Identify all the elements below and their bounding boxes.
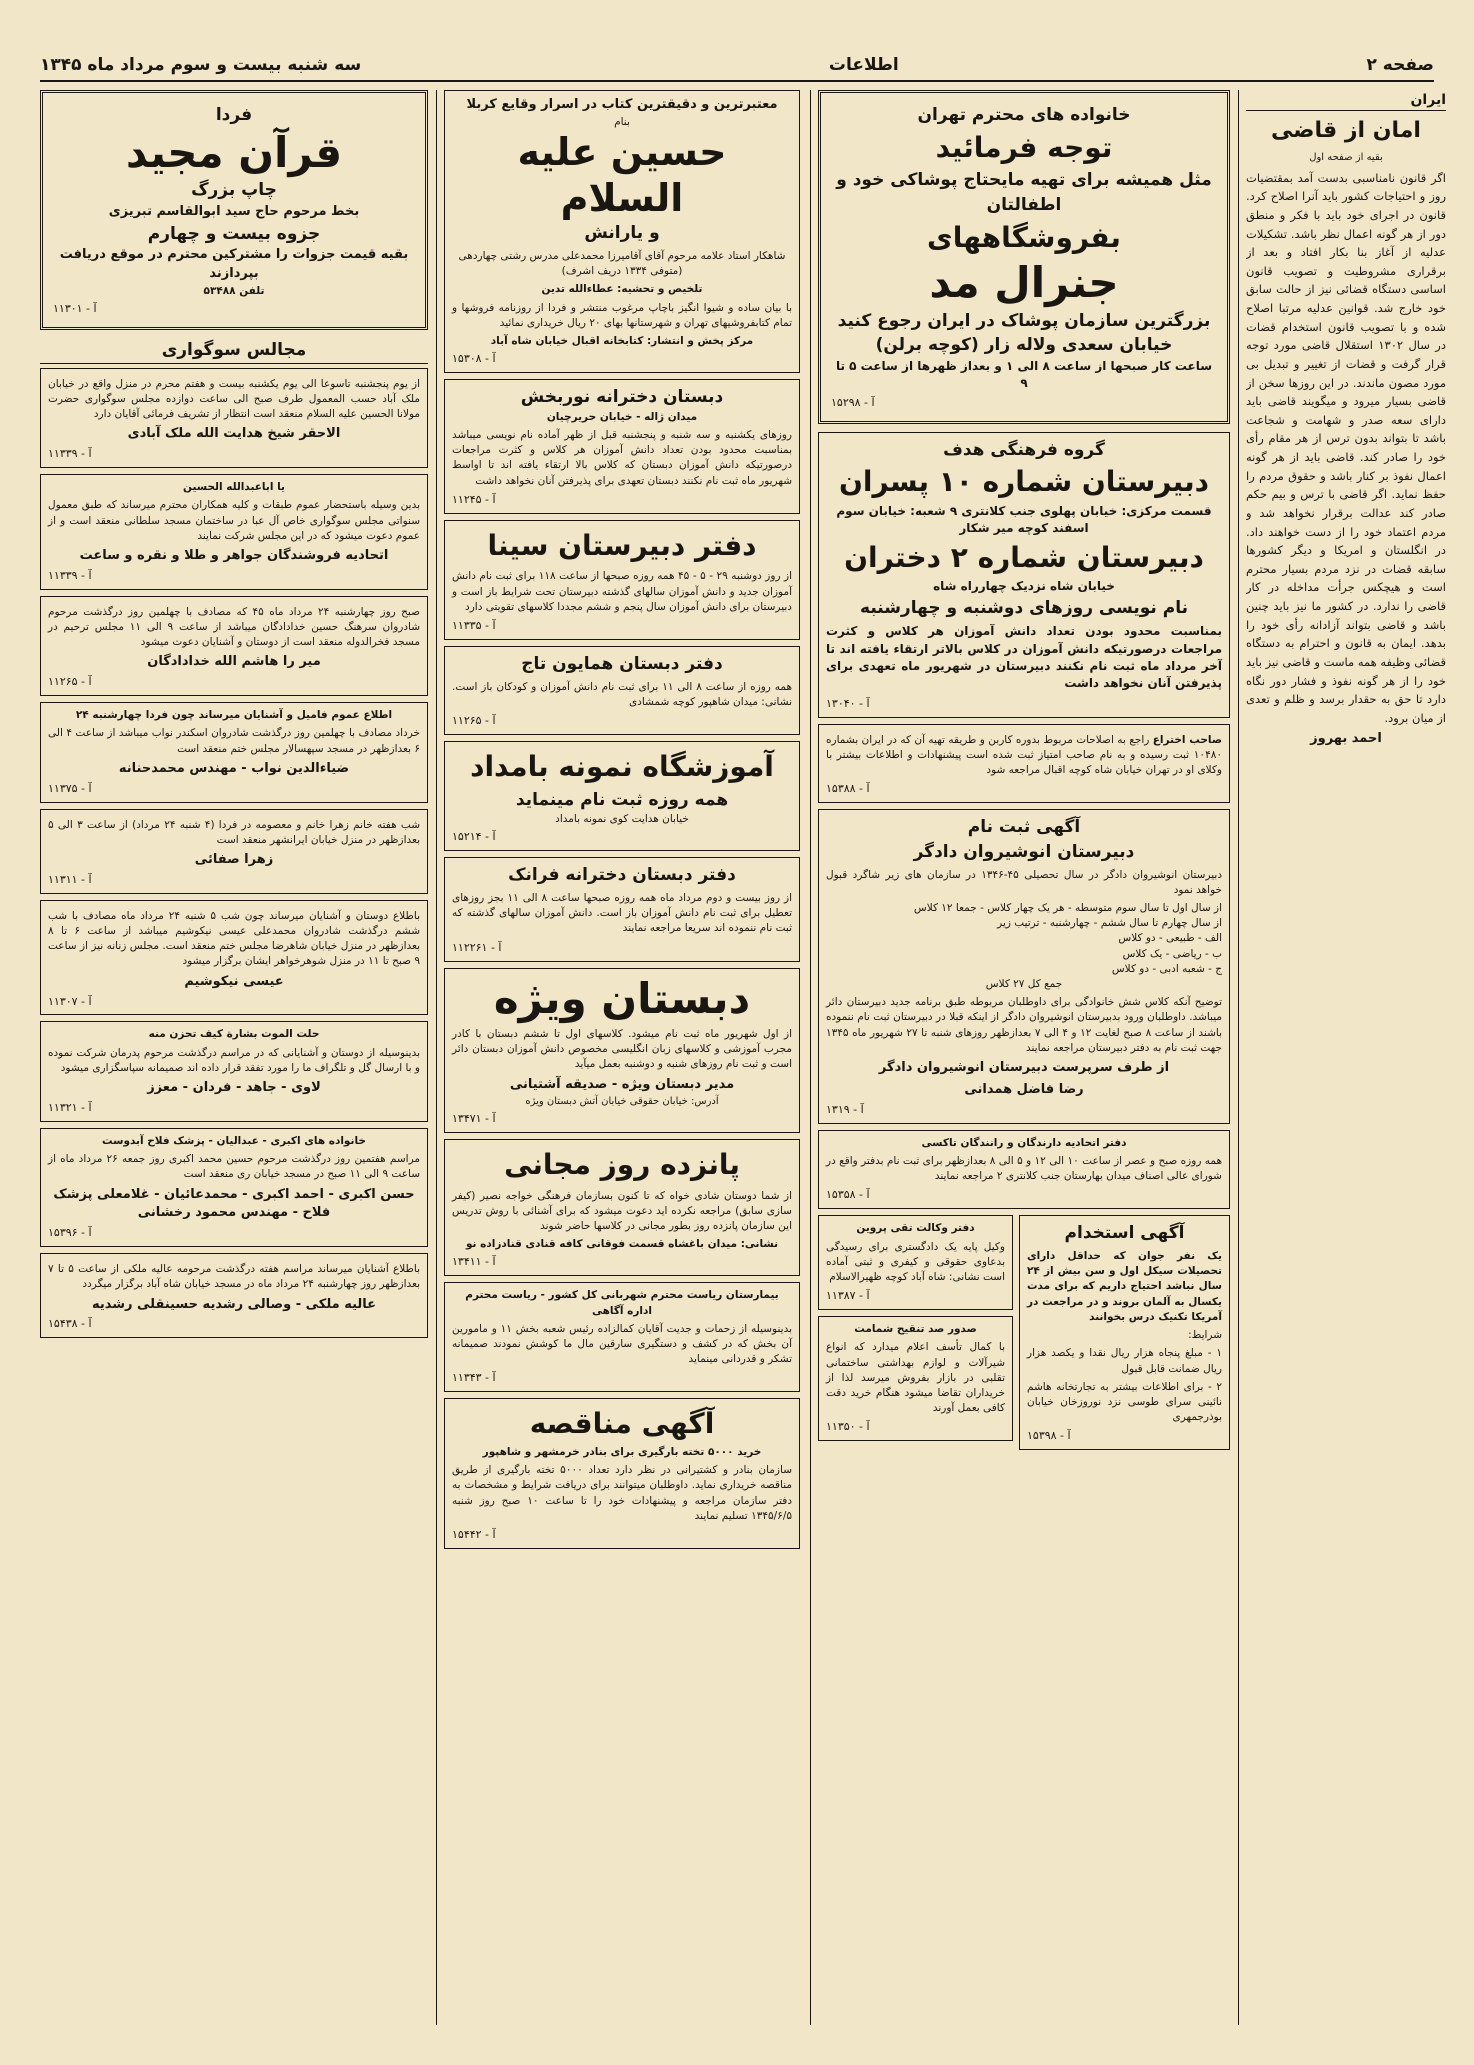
lawyer-ref: آ - ۱۱۳۸۷	[826, 1289, 870, 1303]
husain-named: بنام	[614, 115, 630, 128]
hadaf-school-girls: دبیرستان شماره ۲ دختران	[844, 540, 1204, 574]
mourning-sign: عیسی نیکوشیم	[184, 973, 284, 989]
mourning-text: باطلاع دوستان و آشنایان میرساند چون شب ۵ شنبه ۲۴ مرداد ماه مصادف با شب ششم درگذشت شادروان محمدعلی عیسی نیکوشیم میباشد از ساعت ۶ تا ۸ بعدازظهر در منزل خیابان شاهرضا مجلس ختم منعقد است. مجلس زنانه نیز از ساعت ۹ صبح تا ۱۱ در منزل شوهرخواهر ایشان برگزار میشود	[48, 909, 421, 968]
mourning-ref: آ - ۱۵۴۳۸	[48, 1317, 92, 1331]
bamdad-ad	[444, 741, 800, 851]
sina-title: دفتر دبیرستان سینا	[487, 528, 757, 562]
anoush-title: آگهی ثبت نام	[967, 817, 1081, 838]
anoushirvan-ad	[818, 809, 1230, 1124]
mourning-notice-2	[40, 474, 428, 590]
anoush-row: ب - ریاضی - یک کلاس	[1122, 947, 1222, 960]
mourning-notice-4	[40, 702, 428, 802]
ad-hours: ساعت کار صبحها از ساعت ۸ الی ۱ و بعداز ظهرها از ساعت ۵ تا ۹	[835, 358, 1213, 391]
hadaf-ad	[818, 432, 1230, 718]
column-rule	[1238, 90, 1239, 2025]
tender-sub: خرید ۵۰۰۰ تخته بارگیری برای بنادر خرمشهر و شاهپور	[482, 1446, 762, 1458]
section-label: ایران	[1246, 90, 1446, 111]
sina-ref: آ - ۱۱۳۳۵	[452, 619, 496, 633]
column-ads-3	[444, 90, 800, 2025]
mourning-notice-3	[40, 596, 428, 696]
hire-conditions: شرایط:	[1188, 1329, 1222, 1342]
mourning-text: بدینوسیله از دوستان و آشنایانی که در مراسم درگذشت مرحوم پدرمان شرکت نموده و با ارسال گل و تلگراف ما را مورد تفقد قرار داده اند صمیمانه سپاسگزاری میشود	[48, 1046, 420, 1074]
farnak-ref: آ - ۱۱۲۲۶۱	[452, 940, 502, 954]
anoush-row: از سال اول تا سال سوم متوسطه - هر یک چهار کلاس - جمعا ۱۲ کلاس	[913, 901, 1222, 914]
mourning-sign: عالیه ملکی - وصالی رشدیه حسینقلی رشدیه	[91, 1296, 377, 1312]
anoush-row: از سال چهارم تا سال ششم - چهارشنبه - ترتیب زیر	[997, 917, 1222, 930]
husain-author: شاهکار استاد علامه مرحوم آقای آقامیرزا محمدعلی مدرس رشتی چهاردهی (متوفی ۱۳۳۴ دریف اشرف)	[458, 249, 786, 278]
noorbakhsh-text: روزهای یکشنبه و سه شنبه و پنجشنبه قبل از ظهر آماده نام نویسی میباشد بمناسبت محدود بودن تعداد دانش آموزان هر کلاس و کثرت مراجعات درصورتیکه دانش آموزان دبستان که کلاس بالا ارتقاء یافته اند تا اواسط شهریور ماه ثبت نام نکنند دبستان تعهدی برای پذیرفتن آنان نخواهد داشت	[452, 429, 792, 487]
hospital-text: بدینوسیله از زحمات و جدیت آقایان کمالزاده رئیس شعبه بخش ۱۱ و مامورین آن بخش که در کشف و دستگیری سارقین مال ما کوشش نمودند صمیمانه تشکر و قدردانی مینماید	[452, 1322, 792, 1366]
anoush-sign1: از طرف سرپرست دبیرستان انوشیروان دادگر	[878, 1060, 1170, 1076]
patent-text: راجع به اصلاحات مربوط بدوره کاربن و طریقه تهیه آن که در ایران بشماره ۱۰۴۸۰ ثبت رسیده و به نام صاحب امتیاز ثبت شده است پیشنهادات و اطلاعات بیشتر با وکلای او در تهران خیابان شاه کوچه اقبال مراجعه شود	[826, 733, 1222, 777]
noorbakhsh-ref: آ - ۱۱۲۴۵	[452, 492, 496, 506]
quran-sub: چاپ بزرگ	[191, 180, 277, 201]
quran-ad	[40, 90, 428, 330]
bamdad-title: آموزشگاه نمونه بامداد	[470, 750, 774, 784]
noorbakhsh-ad	[444, 379, 800, 514]
mourning-text: از یوم پنجشنبه تاسوعا الی یوم یکشنبه بیست و هفتم محرم در منزل واقع در خیابان ملک آباد حسب المعمول طرف صبح الی ساعت دوازده مجلس سوگواری حضرت مولانا الحسین علیه السلام منعقد است انتظار از تشریف فرمائی آقایان دارد	[48, 377, 420, 421]
quran-ref: آ - ۱۱۳۰۱	[53, 302, 97, 316]
editorial-title: امان از قاضی	[1271, 118, 1421, 144]
pazdah-addr: نشانی: میدان باغشاه قسمت فوقانی کافه قنادی قنادزاده نو	[465, 1238, 779, 1251]
anoush-intro: دبیرستان انوشیروان دادگر در سال تحصیلی ۴۵-۱۳۴۶ در سازمان های زیر شاگرد قبول خواهد نمود	[826, 868, 1222, 896]
mourning-ref: آ - ۱۱۳۰۷	[48, 994, 92, 1008]
hire-title: آگهی استخدام	[1064, 1223, 1185, 1244]
taxi-text: همه روزه صبح و عصر از ساعت ۱۰ الی ۱۲ و ۵ الی ۸ بعدازظهر برای ثبت نام بدفتر واقع در شورای عالی اصناف میدان بهارستان جنب کلانتری ۲ مراجعه نمایند	[826, 1154, 1223, 1183]
ad-attention: توجه فرمائید	[935, 130, 1113, 164]
hospital-ref: آ - ۱۱۳۴۳	[452, 1371, 496, 1385]
hire-ad	[1019, 1215, 1230, 1450]
mourning-ref: آ - ۱۱۳۲۱	[48, 1100, 92, 1114]
quran-line3: بقیه قیمت جزوات را مشترکین محترم در موقع دریافت بپردازند	[59, 247, 409, 281]
mourning-sign: زهرا صفائی	[194, 852, 274, 868]
quran-line1: بخط مرحوم حاج سید ابوالقاسم تبریزی	[108, 203, 360, 219]
husain-intro: معتبرترین و دقیقترین کتاب در اسرار وقایع کربلا	[466, 97, 778, 112]
masthead	[40, 50, 1434, 82]
hire-cond-2: ۲ - برای اطلاعات بیشتر به تجارتخانه هاشم نائینی سرای طوسی نزد نوروزخان خیابان بوذرجمهری	[1027, 1380, 1222, 1424]
ad-headline: خانواده های محترم تهران	[917, 105, 1131, 125]
hire-ref: آ - ۱۵۳۹۸	[1027, 1429, 1071, 1443]
taxi-title: دفتر اتحادیه دارندگان و رانندگان تاکسی	[921, 1136, 1127, 1149]
patent-notice	[818, 724, 1230, 804]
quran-line2: جزوه بیست و چهارم	[147, 223, 321, 244]
anoush-school: دبیرستان انوشیروان دادگر	[913, 841, 1135, 862]
vizheh-ref: آ - ۱۳۴۷۱	[452, 1112, 496, 1126]
mourning-ref: آ - ۱۱۳۳۹	[48, 447, 92, 461]
mourning-ref: آ - ۱۱۲۶۵	[48, 675, 92, 689]
husain-title: حسین علیه السلام	[517, 130, 727, 220]
mourning-sign: حسن اکبری - احمد اکبری - محمدعائیان - غلامعلی پزشک فلاح - مهندس محمود رخشانی	[53, 1186, 415, 1221]
bamdad-addr: خیابان هدایت کوی نمونه بامداد	[555, 813, 689, 826]
vizheh-text: از اول شهریور ماه ثبت نام میشود. کلاسهای اول تا ششم دبستان با کادر مجرب آموزشی و کلاسهای زبان انگلیسی مخصوص دانش آموزان دبستان دائر است و ثبت نام روزهای شنبه و دوشنبه بعمل میآید	[452, 1028, 792, 1071]
hire-cond-1: ۱ - مبلغ پنجاه هزار ریال نقدا و یکصد هزار ریال ضمانت قابل قبول	[1027, 1347, 1222, 1375]
tender-title: آگهی مناقصه	[529, 1407, 715, 1441]
mourning-text: صبح روز چهارشنبه ۲۴ مرداد ماه ۴۵ که مصادف با چهلمین روز درگذشت مرحوم شادروان سرهنگ حسین خدادادگان میباشد از ساعت ۹ الی ۱۱ مجلس ترحیم در مسجد فخرالدوله منعقد است از دوستان و آشنایان دعوت میشود	[48, 605, 421, 649]
anoush-sign2: رضا فاضل همدانی	[964, 1081, 1084, 1097]
reward-text: با کمال تأسف اعلام میدارد که انواع شیرآلات و لوازم بهداشتی ساختمانی تقلبی در بازار بفروش میرسد لذا از خریداران تقاضا میشود هنگام خرید دقت کافی بعمل آورند	[826, 1341, 1005, 1415]
anoush-text: توضیح آنکه کلاس شش خانوادگی برای داوطلبان مربوطه طبق برنامه جدید دبیرستان دائر میباشد. داوطلبان ورود بدبیرستان انوشیروان دادگر از اینکه قبلا در دبیرستان ثبت نام ننموده باشند از ساعت ۸ صبح لغایت ۱۲ و ۴ الی ۷ بعدازظهر روزهای شنبه تا ۲۷ شهریور ماه ۱۳۴۵ جهت ثبت نام به دفتر دبیرستان مراجعه نمایند	[826, 996, 1223, 1054]
sina-ad	[444, 520, 800, 640]
mourning-text: خرداد مصادف با چهلمین روز درگذشت شادروان اسکندر نواب میباشد از ساعت ۴ الی ۶ بعدازظهر در مسجد سپهسالار مجلس ختم منعقد است	[48, 727, 420, 755]
taxi-union-ad	[818, 1130, 1230, 1210]
mourning-ref: آ - ۱۱۳۷۵	[48, 781, 92, 795]
mourning-notice-8	[40, 1128, 428, 1247]
column-rule	[810, 90, 811, 2025]
issue-date: سه شنبه بیست و سوم مرداد ماه ۱۳۴۵	[40, 55, 362, 75]
hadaf-school-boys: دبیرستان شماره ۱۰ پسران	[839, 465, 1209, 499]
sina-text: از روز دوشنبه ۲۹ - ۵ - ۴۵ همه روزه صبحها از ساعت ۱۱۸ برای ثبت نام دانش آموزان جدید و دانش آموزان سالهای گذشته دبیرستان تحت شرایط باز است و دبیرستان برای دانش آموزان سال پنجم و ششم مجددا کلاسهای تقویتی دارد	[452, 570, 792, 613]
ad-ref: آ - ۱۵۲۹۸	[831, 395, 875, 409]
reward-ref: آ - ۱۱۳۵۰	[826, 1420, 870, 1434]
hadaf-text: بمناسبت محدود بودن تعداد دانش آموزان هر کلاس و کثرت مراجعات درصورتیکه دانش آموزان در کلاس بالاتر ارتقاء یافته اند تا آخر مرداد ماه ثبت نام نکنند دبیرستان در شهریور ماه تعهدی برای پذیرفتن آنان نخواهد داشت	[826, 624, 1222, 691]
husain-book-ad	[444, 90, 800, 373]
noorbakhsh-addr: میدان ژاله - خیابان حریرچیان	[546, 410, 698, 423]
paper-name: اطلاعات	[828, 55, 899, 75]
mourning-sign: میر را هاشم الله خدادادگان	[147, 654, 321, 670]
husain-editor: تلخیص و تحشیه: عطاءالله تدین	[541, 283, 703, 296]
vizheh-title: دبستان ویژه	[493, 973, 751, 1023]
pazdah-title: پانزده روز مجانی	[504, 1147, 740, 1181]
bamdad-ref: آ - ۱۵۲۱۴	[452, 830, 496, 844]
mourning-ref: آ - ۱۱۳۱۱	[48, 872, 92, 886]
lawyer-title: دفتر وکالت تقی پروین	[856, 1222, 975, 1235]
husain-sub: و یارانش	[584, 223, 660, 244]
hospital-title: بیمارستان ریاست محترم شهربانی کل کشور - ریاست محترم اداره آگاهی	[465, 1289, 779, 1317]
mourning-text: بدین وسیله باستحضار عموم طبقات و کلیه همکاران محترم میرساند که طبق معمول سنواتی مجلس سوگواری خاص آل عبا در ساختمان مسجد سلطانی منعقد است و از عموم دعوت میشود که در این مجلس شرکت نمایند	[48, 499, 420, 542]
farnak-ad	[444, 857, 800, 961]
mourning-ref: آ - ۱۵۳۹۶	[48, 1226, 92, 1240]
hire-text: یک نفر جوان که حداقل دارای تحصیلات سیکل اول و سن بیش از ۲۴ سال نباشد احتیاج داریم که برای مدت یکسال به آلمان بروند و در مراجعت در آمریکا تکنیک درس بخوانند	[1027, 1250, 1222, 1323]
mourning-section-title: مجالس سوگواری	[40, 338, 428, 364]
hadaf-org: گروه فرهنگی هدف	[943, 439, 1105, 460]
anoush-ref: آ - ۱۳۱۹	[826, 1102, 864, 1116]
patent-ref: آ - ۱۵۳۸۸	[826, 782, 870, 796]
ad-brand: جنرال مد	[929, 258, 1119, 308]
hadaf-addr-boys: قسمت مرکزی: خیابان پهلوی جنب کلانتری ۹ شعبه: خیابان سوم اسفند کوچه میر شکار	[836, 503, 1212, 536]
column-ads-2	[818, 90, 1230, 2025]
mourning-notice-1	[40, 368, 428, 468]
mourning-notice-6	[40, 900, 428, 1016]
mourning-text: باطلاع آشنایان میرساند مراسم هفته درگذشت مرحومه عالیه ملکی از ساعت ۵ تا ۷ بعدازظهر روز چهارشنبه ۲۴ مرداد ماه در مسجد خیابان شاه آباد برگزار میگردد	[48, 1263, 421, 1291]
quran-title: قرآن مجید	[125, 127, 343, 177]
ad-slogan: بزرگترین سازمان پوشاک در ایران رجوع کنید	[837, 310, 1211, 331]
vizheh-ad	[444, 968, 800, 1133]
mourning-text: شب هفته خانم زهرا خانم و معصومه در فردا (۴ شنبه ۲۴ مرداد) از ساعت ۳ الی ۵ بعدازظهر در منزل خیابان ایرانشهر منعقد است	[48, 818, 421, 846]
noorbakhsh-title: دبستان دخترانه نوربخش	[520, 387, 724, 408]
continued-note: بقیه از صفحه اول	[1309, 152, 1383, 164]
homayoun-title: دفتر دبستان همایون تاج	[521, 654, 723, 674]
tender-text: سازمان بنادر و کشتیرانی در نظر دارد تعداد ۵۰۰۰ تخته بارگیری از طریق مناقصه خریداری نماید. داوطلبان میتوانند برای دریافت شرایط و مشخصات به دفتر سازمان مراجعه و پیشنهادات خود را تا ساعت ۱۰ صبح روز شنبه ۱۳۴۵/۶/۵ تسلیم نمایند	[452, 1464, 792, 1522]
editorial-author: احمد بهروز	[1310, 731, 1382, 747]
homayoun-ref: آ - ۱۱۲۶۵	[452, 714, 496, 728]
hadaf-registration: نام نویسی روزهای دوشنبه و چهارشنبه	[860, 597, 1188, 618]
bamdad-sub: همه روزه ثبت نام مینماید	[515, 789, 729, 810]
mourning-title: یا اباعبدالله الحسین	[183, 481, 285, 494]
pazdah-ref: آ - ۱۳۴۱۱	[452, 1255, 496, 1269]
column-editorial	[1246, 90, 1446, 2025]
small-ads-stack	[818, 1215, 1013, 1456]
editorial-body: اگر قانون نامناسبی بدست آمد بمقتضیات روز و احتیاجات کشور باید آنرا اصلاح کرد. قانون در اجرای خود باید با فکر و منطق دور از هر گونه اعمال نظر باشد. تشکیلات عدلیه از آغاز بنا بکار افتاد و بعد از برقراری مشروطیت و تصویب قانون اساسی دستگاه قضائی نیز از حالت سابق خود خارج شد. قوانین عدلیه مرتبا اصلاح شده و با تصویب قانون استخدام قضات در سال ۱۳۰۲ استقلال قاضی مورد توجه قرار گرفت و قضات از تغییر و تبدیل بی مورد مصون ماندند. در این روزها سخن از قاضی بسیار میرود و میگویند قاضی باید دارای سعه صدر و شهامت و شجاعت باشد تا بتواند بدون ترس از هر مقام رأی خود را صادر کند. قاضی باید از هر گونه اعمال نفوذ بر کنار باشد و حقوق مردم را حفظ نماید. اگر قاضی با ترس و بیم حکم صادر کند عدالت برقرار نخواهد شد و مردم اعتماد خود را از دست خواهند داد. در انگلستان و امریکا و دیگر کشورها سابقه قضات در نزد مردم بسیار محترم است و هیچکس جرأت مداخله در کار قاضی را ندارد. در کشور ما نیز باید چنین باشد و قاضی بتواند آزادانه رأی خود را بدهد. ایمان به قانون و احترام به دستگاه قضائی وظیفه همه ماست و قاضی نیز باید خود را از هر گونه نفوذ و فشار دور نگاه دارد تا حق به حقدار برسد و ظلم و تعدی از میان برود.	[1246, 170, 1446, 725]
tender-ad	[444, 1398, 800, 1549]
mourning-title: اطلاع عموم فامیل و آشنایان میرساند چون فردا چهارشنبه ۲۴	[75, 709, 393, 722]
column-rule	[436, 90, 437, 2025]
mourning-sign: الاحقر شیخ هدایت الله ملک آبادی	[127, 426, 341, 442]
page-number: صفحه ۲	[1366, 55, 1434, 75]
hadaf-ref: آ - ۱۳۰۴۰	[826, 696, 870, 710]
mourning-title: خانواده های اکبری - عبدالیان - پزشک فلاح آبدوست	[102, 1134, 366, 1147]
ad-text: مثل همیشه برای تهیه مایحتاج پوشاکی خود و اطفالتان	[836, 170, 1212, 215]
vizheh-addr: آدرس: خیابان حقوقی خیابان آتش دبستان ویژه	[525, 1095, 719, 1107]
reward-ad	[818, 1316, 1013, 1441]
mourning-notice-7	[40, 1021, 428, 1121]
husain-ref: آ - ۱۵۳۰۸	[452, 352, 496, 366]
mourning-title: حلت الموت بشارة کیف تحزن منه	[148, 1028, 320, 1041]
anoush-row: الف - طبیعی - دو کلاس	[1118, 932, 1222, 945]
lawyer-ad	[818, 1215, 1013, 1310]
mourning-sign: ضیاءالدین نواب - مهندس محمدحنانه	[118, 760, 350, 776]
husain-center: مرکز پخش و انتشار: کتابخانه اقبال خیابان شاه آباد	[490, 334, 754, 347]
hospital-thanks	[444, 1282, 800, 1392]
mourning-notice-5	[40, 809, 428, 894]
quran-phone: تلفن ۵۳۴۸۸	[203, 284, 265, 297]
farnak-text: از روز بیست و دوم مرداد ماه همه روزه صبحها ساعت ۸ الی ۱۱ بجز روزهای تعطیل برای ثبت نام دانش آموزان باز است. دانش آموزان سالهای گذشته که ثبت نام ننموده اند سریعا مراجعه نمایند	[452, 892, 793, 935]
vizheh-sign: مدیر دبستان ویژه - صدیقه آشتیانی	[509, 1076, 735, 1092]
husain-text: با بیان ساده و شیوا انگیز باچاپ مرغوب منتشر و فردا از روزنامه فروشها و تمام کتابفروشیهای تهران و شهرستانها بهای ۲۰ ریال خریداری نمائید	[452, 301, 792, 329]
reward-title: صدور صد تنقیح شمامت	[854, 1323, 977, 1336]
mourning-sign: لاوی - جاهد - فردان - معزز	[147, 1080, 321, 1096]
patent-title: صاحب اختراع	[1152, 733, 1222, 746]
ad-stores: بفروشگاههای	[927, 220, 1121, 254]
quran-top: فردا	[215, 105, 253, 125]
mourning-ref: آ - ۱۱۳۳۹	[48, 568, 92, 582]
mourning-notice-9	[40, 1253, 428, 1338]
taxi-ref: آ - ۱۵۳۵۸	[826, 1188, 870, 1202]
farnak-title: دفتر دبستان دخترانه فرانک	[508, 865, 736, 886]
homayoun-ad	[444, 646, 800, 735]
mourning-sign: اتحادیه فروشندگان جواهر و طلا و نقره و ساعت	[79, 547, 389, 563]
anoush-total: جمع کل ۲۷ کلاس	[985, 978, 1063, 991]
mourning-text: مراسم هفتمین روز درگذشت مرحوم حسین محمد اکبری روز جمعه ۲۶ مرداد ماه از ساعت ۹ الی ۱۱ صبح در مسجد خیابان ری منعقد است	[48, 1153, 420, 1181]
general-mod-ad	[818, 90, 1230, 424]
bottom-ads-row	[818, 1215, 1230, 1456]
homayoun-text: همه روزه از ساعت ۸ الی ۱۱ برای ثبت نام دانش آموزان و کودکان باز است. نشانی: میدان شاهپور کوچه شمشادی	[452, 680, 792, 708]
pazdah-ad	[444, 1139, 800, 1276]
lawyer-text: وکیل پایه یک دادگستری برای رسیدگی بدعاوی حقوقی و کیفری و ثبتی آماده است نشانی: شاه آباد کوچه ظهیرالاسلام	[826, 1240, 1005, 1284]
tender-ref: آ - ۱۵۴۴۲	[452, 1528, 496, 1542]
anoush-row: ج - شعبه ادبی - دو کلاس	[1111, 962, 1222, 975]
column-mourning	[40, 90, 428, 2025]
hadaf-addr-girls: خیابان شاه نزدیک چهارراه شاه	[933, 579, 1115, 594]
pazdah-text: از شما دوستان شادی خواه که تا کنون بسازمان فرهنگی خواجه نصیر (کیفر سازی سابق) مراجعه نکرده اید دعوت میشود که برای آشنائی با روش تدریس این سازمان پانزده روز بطور مجانی در کلاسها حاضر شوند	[452, 1189, 792, 1232]
ad-address: خیابان سعدی ولاله زار (کوچه برلن)	[875, 335, 1173, 356]
